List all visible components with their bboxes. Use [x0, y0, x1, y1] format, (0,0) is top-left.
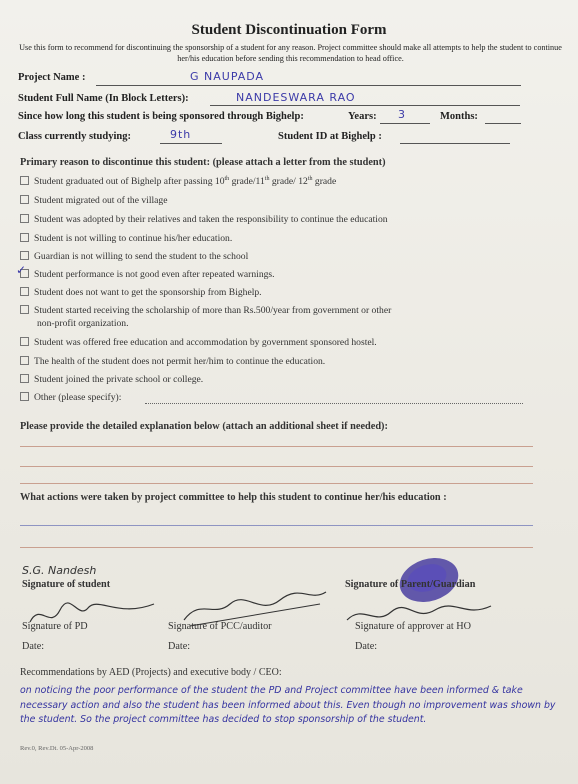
- actions-heading: What actions were taken by project committee to help this student to continue her/his education :: [20, 492, 447, 503]
- class-label: Class currently studying:: [18, 131, 131, 142]
- checkbox[interactable]: [20, 233, 29, 242]
- approver-date-label: Date:: [355, 641, 378, 652]
- reason-text: Guardian is not willing to send the student to the school: [34, 251, 249, 262]
- explanation-line[interactable]: [20, 466, 533, 467]
- class-value[interactable]: 9th: [170, 128, 192, 141]
- checkbox[interactable]: [20, 374, 29, 383]
- reason-item[interactable]: [20, 195, 167, 206]
- recommendation-text[interactable]: on noticing the poor performance of the student the PD and Project committee have been informed & take necessary action and also the student has been informed about this. Even though no improvement was shown by the student. So the project committee has decided to stop sponsorship of the student.: [20, 685, 556, 725]
- student-name-line: [210, 105, 520, 106]
- explanation-line[interactable]: [20, 483, 533, 484]
- reason-text: Student migrated out of the village: [34, 195, 168, 206]
- reason-text: Student does not want to get the sponsorship from Bighelp.: [34, 287, 262, 298]
- reason-text: Student was adopted by their relatives and taken the responsibility to continue the education: [34, 214, 388, 225]
- reason-item[interactable]: [20, 233, 232, 244]
- reasons-heading: Primary reason to discontinue this student: (please attach a letter from the student): [20, 157, 386, 168]
- student-signature-handwritten: S.G. Nandesh: [22, 564, 97, 577]
- months-line: [485, 123, 521, 124]
- reason-text: Student started receiving the scholarship of more than Rs.500/year from government or other: [34, 305, 392, 316]
- checkbox[interactable]: [20, 195, 29, 204]
- reason-item[interactable]: [20, 337, 377, 348]
- reason-text: Student performance is not good even after repeated warnings.: [34, 269, 275, 280]
- footer-revision: Rev.0, Rev.Dt. 05-Apr-2008: [20, 745, 94, 752]
- actions-line[interactable]: [20, 547, 533, 548]
- parent-signature-label: Signature of Parent/Guardian: [345, 579, 476, 590]
- reason-item[interactable]: [20, 251, 248, 262]
- project-name-label: Project Name :: [18, 72, 86, 83]
- class-line: [160, 143, 222, 144]
- years-value[interactable]: 3: [398, 108, 406, 121]
- student-id-line: [400, 143, 510, 144]
- reason-item[interactable]: [20, 356, 325, 367]
- reason-text: Student joined the private school or college.: [34, 374, 204, 385]
- checkbox[interactable]: [20, 305, 29, 314]
- student-id-label: Student ID at Bighelp :: [278, 131, 382, 142]
- checkbox[interactable]: [20, 392, 29, 401]
- pcc-signature-label: Signature of PCC/auditor: [168, 621, 272, 632]
- reason-item[interactable]: [20, 374, 203, 385]
- recommendation-heading: Recommendations by AED (Projects) and executive body / CEO:: [20, 667, 282, 678]
- pd-signature-label: Signature of PD: [22, 621, 88, 632]
- form-intro: Use this form to recommend for discontinuing the sponsorship of a student for any reason. Project committee should make all attempts to help the student to continue her/his education before sending this recommendation to head office.: [19, 43, 562, 63]
- checkbox[interactable]: [20, 251, 29, 260]
- reason-item[interactable]: [20, 287, 262, 298]
- reason-item-continued: non-profit organization.: [37, 318, 129, 329]
- form-title: Student Discontinuation Form: [191, 22, 387, 38]
- reason-item[interactable]: [20, 392, 121, 403]
- reason-item-selected[interactable]: [20, 269, 275, 280]
- sponsored-label: Since how long this student is being sponsored through Bighelp:: [18, 111, 304, 122]
- student-signature-label: Signature of student: [22, 579, 111, 590]
- reason-text: Student was offered free education and accommodation by government sponsored hostel.: [34, 337, 377, 348]
- checkbox[interactable]: [20, 287, 29, 296]
- pd-date-label: Date:: [22, 641, 45, 652]
- reason-text: The health of the student does not permit her/him to continue the education.: [34, 356, 326, 367]
- months-label: Months:: [440, 111, 478, 122]
- student-name-label: Student Full Name (In Block Letters):: [18, 93, 189, 104]
- other-specify-line[interactable]: [145, 403, 523, 404]
- project-name-line: [96, 85, 521, 86]
- years-line: [380, 123, 430, 124]
- years-label: Years:: [348, 111, 377, 122]
- student-name-value[interactable]: NANDESWARA RAO: [236, 91, 356, 104]
- explanation-heading: Please provide the detailed explanation below (attach an additional sheet if needed):: [20, 421, 388, 432]
- approver-signature-label: Signature of approver at HO: [355, 621, 471, 632]
- explanation-line[interactable]: [20, 446, 533, 447]
- check-mark-icon: ✓: [16, 263, 27, 277]
- checkbox[interactable]: [20, 356, 29, 365]
- reason-text: Other (please specify):: [34, 392, 122, 403]
- reason-item[interactable]: Student graduated out of Bighelp after passing 10th grade/11th grade/ 12th grade: [20, 176, 336, 187]
- reason-item[interactable]: [20, 214, 388, 225]
- reason-item[interactable]: [20, 305, 391, 316]
- project-name-value[interactable]: G NAUPADA: [190, 70, 265, 83]
- actions-line[interactable]: [20, 525, 533, 526]
- checkbox[interactable]: [20, 214, 29, 223]
- reason-text: Student is not willing to continue his/her education.: [34, 233, 233, 244]
- checkbox[interactable]: [20, 176, 29, 185]
- checkbox[interactable]: [20, 337, 29, 346]
- pcc-date-label: Date:: [168, 641, 191, 652]
